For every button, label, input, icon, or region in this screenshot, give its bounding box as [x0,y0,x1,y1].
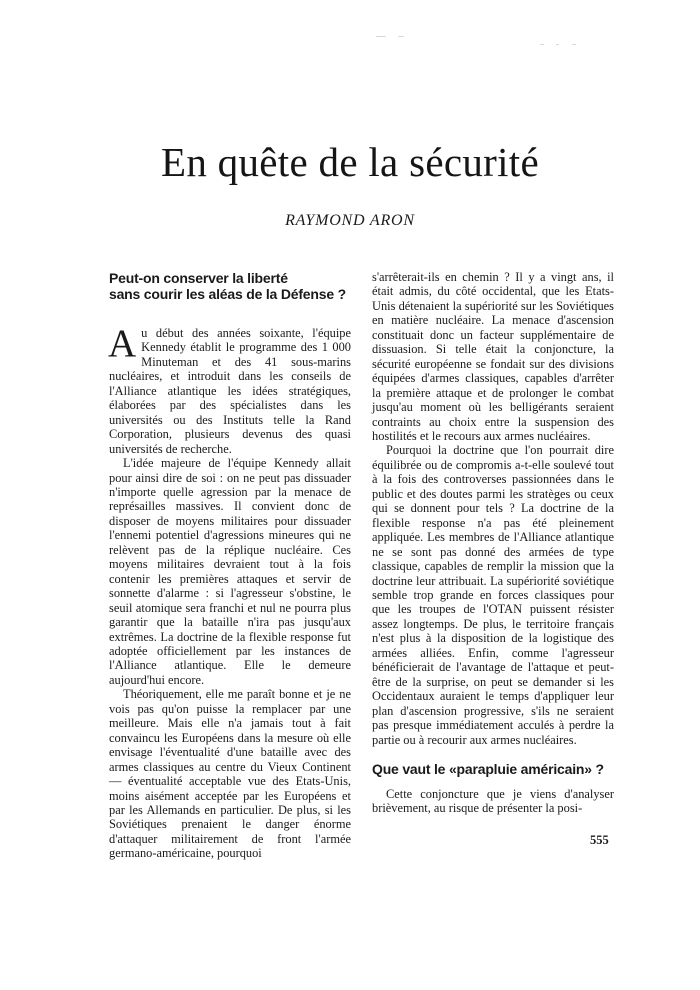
paragraph-4: s'arrêterait-ils en chemin ? Il y a vingt ans, il était admis, du côté occidental, que les Etats-Unis détenaient la supériorité sur les Soviétiques en matière nucléaire. La menace d'ascension constituait donc un facteur supplémentaire de dissuasion. Si telle était la conjoncture, la sécurité européenne se fondait sur des divisions équipées d'armes classiques, capables d'arrêter la première attaque et de prolonger le combat jusqu'au moment où les belligérants seraient contraints au choix entre la suspension des hostilités et le recours aux armes nucléaires. [372,270,614,443]
paragraph-1 [108,322,351,456]
section-heading-1-line1: Peut-on conserver la liberté [109,270,288,286]
right-column [372,270,614,816]
section-heading-2: Que vaut le «parapluie américain» ? [372,760,604,777]
section-heading-1 [109,270,351,302]
section-heading-1-line2: sans courir les aléas de la Défense ? [109,286,346,302]
paragraph-5: Pourquoi la doctrine que l'on pourrait dire équilibrée ou de compromis a-t-elle soulevé tout à la fois des controverses passionnées dans le public et des doutes parmi les stratèges ou ceux qui se donnent pour tels ? La doctrine de la flexible response n'a pas été pleinement appliquée. Les membres de l'Alliance atlantique ne se sont pas donné des armées de type classique, capables de remplir la mission que la doctrine leur attribuait. La supériorité soviétique semble trop grande en forces classiques pour que les troupes de l'OTAN puissent résister assez longtemps. De plus, le territoire français n'est plus à la disposition de la logistique des armées alliées. Enfin, comme l'agresseur bénéficierait de l'avantage de l'attaque et peut-être de la surprise, on peut se demander si les Occidentaux auraient le temps d'appliquer leur plan d'ascension progressive, s'ils ne seraient pas presque immédiatement acculés à perdre la partie ou à recourir aux armes nucléaires. [372,443,614,747]
paragraph-3: Théoriquement, elle me paraît bonne et je ne vois pas qu'on puisse la remplacer par une meilleure. Mais elle n'a jamais tout à fait convaincu les Européens dans la mesure où elle envisage l'éventualité d'une bataille avec des armes classiques au centre du Vieux Continent — éventualité acceptable vue des Etats-Unis, moins aisément acceptée par les Européens et par les Allemands en particulier. De plus, si les Soviétiques prenaient le danger énorme d'attaquer militairement de front l'armée germano-américaine, pourquoi [109,687,351,861]
article-title: En quête de la sécurité [160,139,539,185]
left-column [109,270,351,861]
paragraph-2: L'idée majeure de l'équipe Kennedy allait pour ainsi dire de soi : on ne peut pas dissuader n'importe quelle agression par la menace de représailles massives. Il convient donc de disposer de moyens militaires pour dissuader l'ennemi potentiel d'agressions mineures qui ne relèvent pas de la réplique nucléaire. Ces moyens militaires devraient tout à la fois contenir les premières attaques et servir de sonnette d'alarme : si l'agresseur s'obstine, le seuil atomique sera franchi et nul ne pourra plus garantir que la bataille n'ira pas jusqu'aux extrêmes. La doctrine de la flexible response fut adoptée officiellement par les instances de l'Alliance atlantique. Elle le demeure aujourd'hui encore. [109,456,351,687]
author-name: RAYMOND ARON [285,212,415,229]
paragraph-1-text: u début des années soixante, l'équipe Kennedy établit le programme des 1 000 Minuteman et des 41 sous-marins nucléaires, et introduit dans les conseils de l'Alliance atlantique les idées stratégiques, élaborées par des spécialistes dans les universités ou des Instituts telle la Rand Corporation, plusieurs devenus des quasi universités de recherche. [109,326,351,456]
drop-cap: A [108,322,137,365]
paragraph-6: Cette conjoncture que je viens d'analyser brièvement, au risque de présenter la posi- [372,786,614,816]
scan-marks [0,36,700,44]
page-number: 555 [590,833,609,847]
